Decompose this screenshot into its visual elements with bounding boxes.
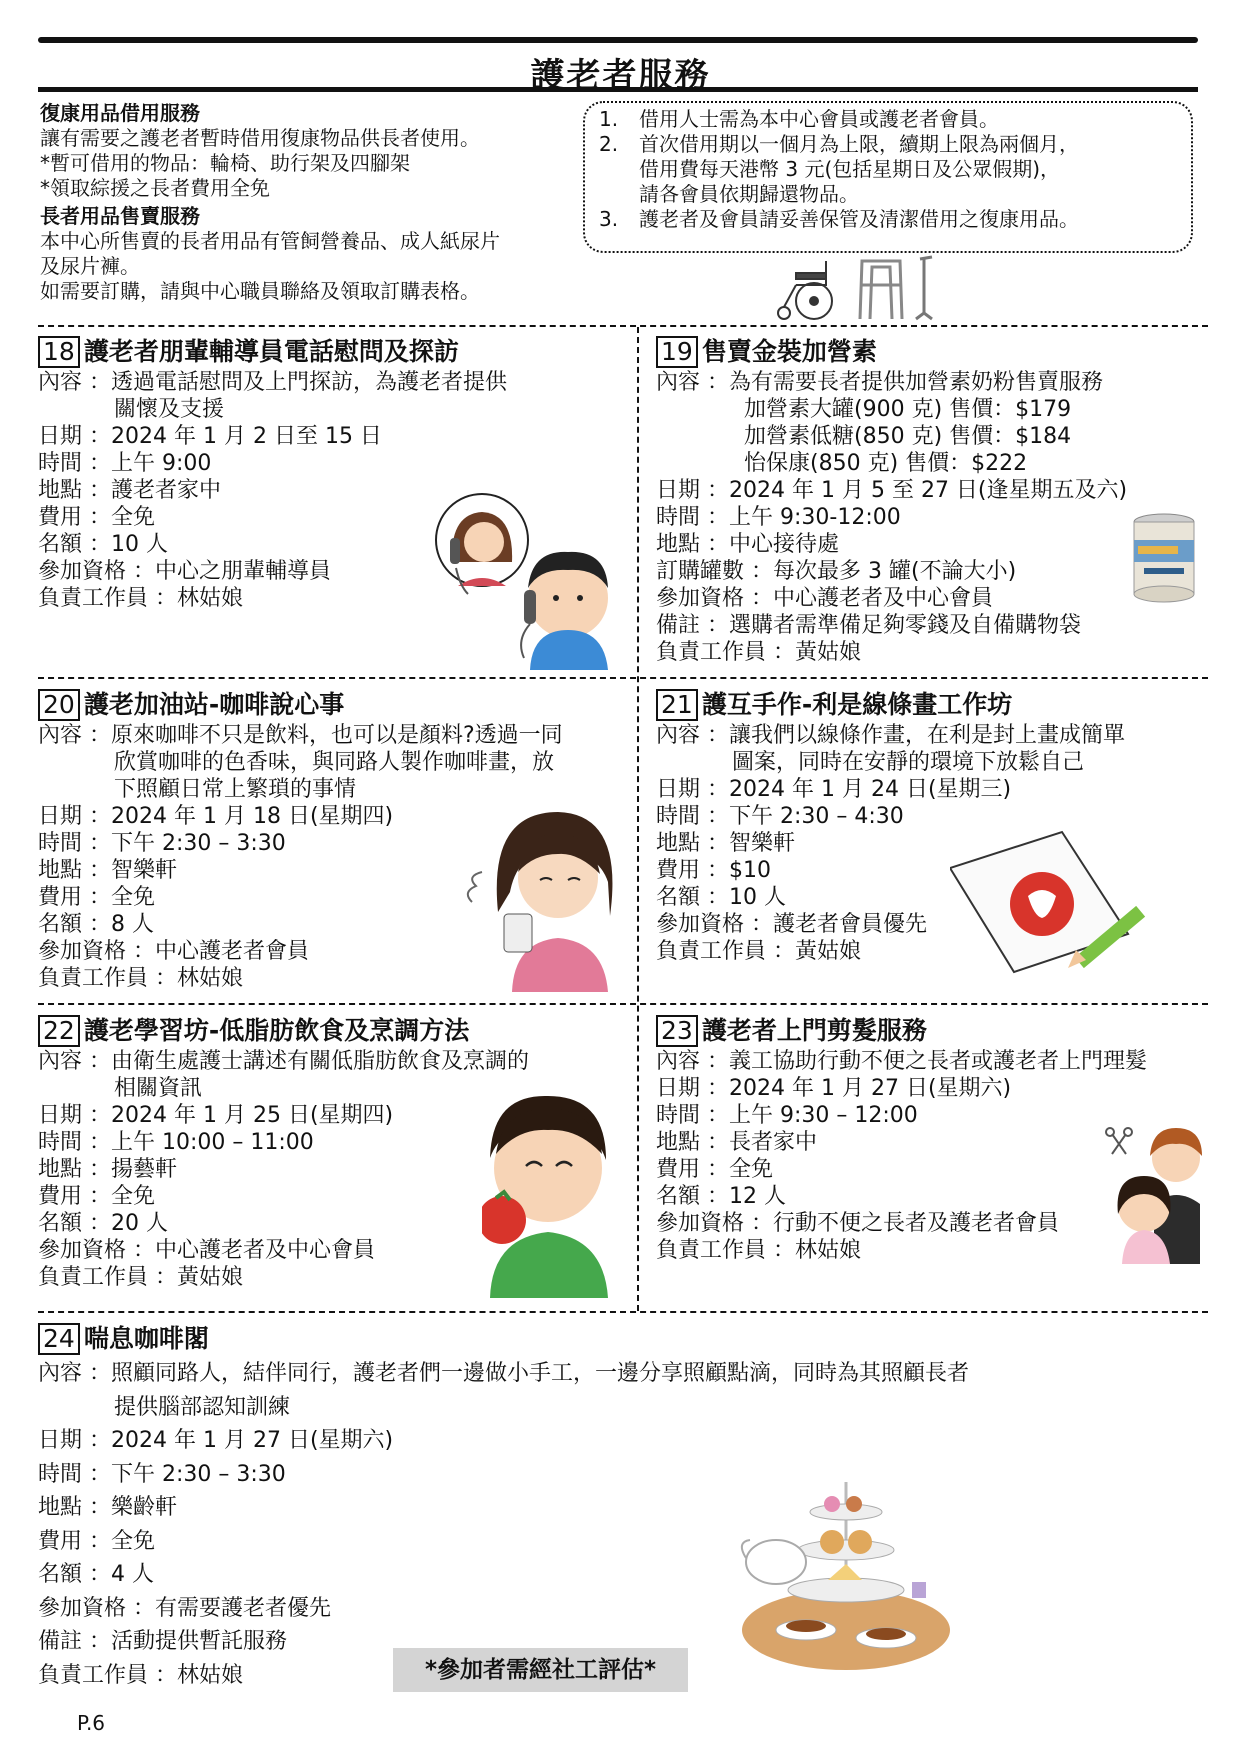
section-22: 22 護老學習坊-低脂肪飲食及烹調方法 內容 ： 由衛生處護士講述有關低脂肪飲食及烹調的 相關資訊 日期 ： 2024 年 1 月 25 日(星期四) 時間 ： 上午 10:00 – 11:00 地點 ： 揚藝軒 費用 ： 全免 名額 ： 20 人 參加資格 ： 中心護老者及中心會員 負責工作員 ： 黃姑娘 — [38, 1016, 530, 1290]
section-title: 護互手作-利是線條畫工作坊 — [701, 690, 1013, 719]
boy-eating-tomato-illustration — [482, 1088, 612, 1298]
sales-line: 如需要訂購，請與中心職員聯絡及領取訂購表格。 — [40, 279, 480, 303]
section-heading — [38, 1323, 969, 1355]
section-title: 售賣金裝加營素 — [701, 337, 877, 366]
rehab-line: *領取綜援之長者費用全免 — [40, 176, 270, 200]
note-continuation: 請各會員依期歸還物品。 — [639, 182, 859, 206]
section-title: 護老學習坊-低脂肪飲食及烹調方法 — [83, 1016, 470, 1045]
section-number: 24 — [38, 1323, 80, 1355]
section-23: 23 護老者上門剪髮服務 內容 ： 義工協助行動不便之長者或護老者上門理髮 日期 ： 2024 年 1 月 27 日(星期六) 時間 ： 上午 9:30 – 12:00 地點 ： 長者家中 費用 ： 全免 名額 ： 12 人 參加資格 ： 行動不便之長者及護老者會員 負責工作員 ： 林姑娘 — [656, 1016, 1148, 1263]
red-envelope-drawing-illustration — [950, 826, 1160, 976]
section-divider — [38, 1003, 1208, 1005]
section-19: 19 售賣金裝加營素 內容 ： 為有需要長者提供加營素奶粉售賣服務 加營素大罐(900 克) 售價：$179 加營素低糖(850 克) 售價：$184 怡保康(850 克) 售價：$222 日期 ： 2024 年 1 月 5 至 27 日(逢星期五及六) 時間 ： 上午 9:30-12:00 地點 ： 中心接待處 訂購罐數 ： 每次最多 3 罐(不論大小) 參加資格 ： 中心護老者及中心會員 備註 ： 選購者需準備足夠零錢及自備購物袋 負責工作員 ： 黃姑娘 — [656, 337, 1128, 665]
section-title: 護老者朋輩輔導員電話慰問及探訪 — [83, 337, 459, 366]
sales-line: 及尿片褲。 — [40, 254, 140, 278]
haircut-illustration — [1104, 1114, 1216, 1264]
section-number: 20 — [38, 689, 80, 721]
walker-icon — [860, 261, 902, 319]
section-number: 22 — [38, 1015, 80, 1047]
sales-heading: 長者用品售賣服務 — [40, 204, 200, 228]
section-number: 18 — [38, 336, 80, 368]
section-18: 18 護老者朋輩輔導員電話慰問及探訪 內容 ： 透過電話慰問及上門探訪，為護老者提供 關懷及支援 日期 ： 2024 年 1 月 2 日至 15 日 時間 ： 上午 9:00 地點 ： 護老者家中 費用 ： 全免 名額 ： 10 人 參加資格 ： 中心之朋輩輔導員 負責工作員 ： 林姑娘 — [38, 337, 508, 611]
ensure-can-illustration — [1130, 512, 1198, 604]
section-heading — [38, 689, 563, 721]
section-title: 喘息咖啡閣 — [83, 1324, 209, 1353]
title-underline — [38, 87, 1198, 92]
section-number: 19 — [656, 336, 698, 368]
sales-line: 本中心所售賣的長者用品有管飼營養品、成人紙尿片 — [40, 229, 500, 253]
note-continuation: 借用費每天港幣 3 元(包括星期日及公眾假期)， — [639, 157, 1061, 181]
phone-call-illustration — [420, 490, 620, 670]
cane-icon — [916, 257, 932, 319]
wheelchair-icon — [778, 261, 832, 319]
section-20: 20 護老加油站-咖啡說心事 內容 ： 原來咖啡不只是飲料，也可以是顏料?透過一同 欣賞咖啡的色香味，與同路人製作咖啡畫，放 下照顧日常上繁瑣的事情 日期 ： 2024 年 1 月 18 日(星期四) 時間 ： 下午 2:30 – 3:30 地點 ： 智樂軒 費用 ： 全免 名額 ： 8 人 參加資格 ： 中心護老者會員 負責工作員 ： 林姑娘 — [38, 690, 563, 991]
rehab-intro — [40, 101, 500, 304]
assessment-note-badge: *參加者需經社工評估* — [393, 1648, 688, 1692]
rehab-equipment-icon — [770, 255, 940, 323]
note-item: 1. 借用人士需為本中心會員或護老者會員。 — [599, 107, 999, 131]
section-divider — [38, 677, 1208, 679]
woman-drinking-coffee-illustration — [458, 792, 618, 992]
rehab-heading: 復康用品借用服務 — [40, 101, 200, 125]
note-item: 2. 首次借用期以一個月為上限，續期上限為兩個月， — [599, 132, 1079, 156]
section-number: 23 — [656, 1015, 698, 1047]
section-heading — [38, 1015, 529, 1047]
section-divider — [38, 1311, 1208, 1313]
section-21: 21 護互手作-利是線條畫工作坊 內容 ： 讓我們以線條作畫，在利是封上畫成簡單 圖案，同時在安靜的環境下放鬆自己 日期 ： 2024 年 1 月 24 日(星期三) 時間 ： 下午 2:30 – 4:30 地點 ： 智樂軒 費用 ： $10 名額 ： 10 人 參加資格 ： 護老者會員優先 負責工作員 ： 黃姑娘 — [656, 690, 1126, 964]
section-title: 護老者上門剪髮服務 — [701, 1016, 927, 1045]
section-number: 21 — [656, 689, 698, 721]
page-number: P.6 — [77, 1711, 106, 1735]
column-divider — [637, 327, 639, 1311]
top-rule — [38, 37, 1198, 43]
section-24: 24 喘息咖啡閣 內容 ： 照顧同路人，結伴同行，護老者們一邊做小手工，一邊分享照顧點滴，同時為其照顧長者 提供腦部認知訓練 日期 ： 2024 年 1 月 27 日(星期六) 時間 ： 下午 2:30 – 3:30 地點 ： 樂齡軒 費用 ： 全免 名額 ： 4 人 參加資格 ： 有需要護老者優先 備註 ： 活動提供暫託服務 負責工作員 ： 林姑娘 — [38, 1324, 970, 1688]
section-heading — [656, 689, 1125, 721]
rental-notes-box — [583, 101, 1193, 253]
afternoon-tea-illustration — [736, 1462, 956, 1672]
section-heading — [38, 336, 507, 368]
section-heading — [656, 336, 1127, 368]
page-title: 護老者服務 — [530, 56, 711, 96]
section-heading — [656, 1015, 1147, 1047]
rehab-line: 讓有需要之護老者暫時借用復康物品供長者使用。 — [40, 126, 480, 150]
section-title: 護老加油站-咖啡說心事 — [83, 690, 345, 719]
section-divider — [38, 325, 1208, 327]
note-item: 3. 護老者及會員請妥善保管及清潔借用之復康用品。 — [599, 207, 1079, 231]
rehab-line: *暫可借用的物品：輪椅、助行架及四腳架 — [40, 151, 410, 175]
